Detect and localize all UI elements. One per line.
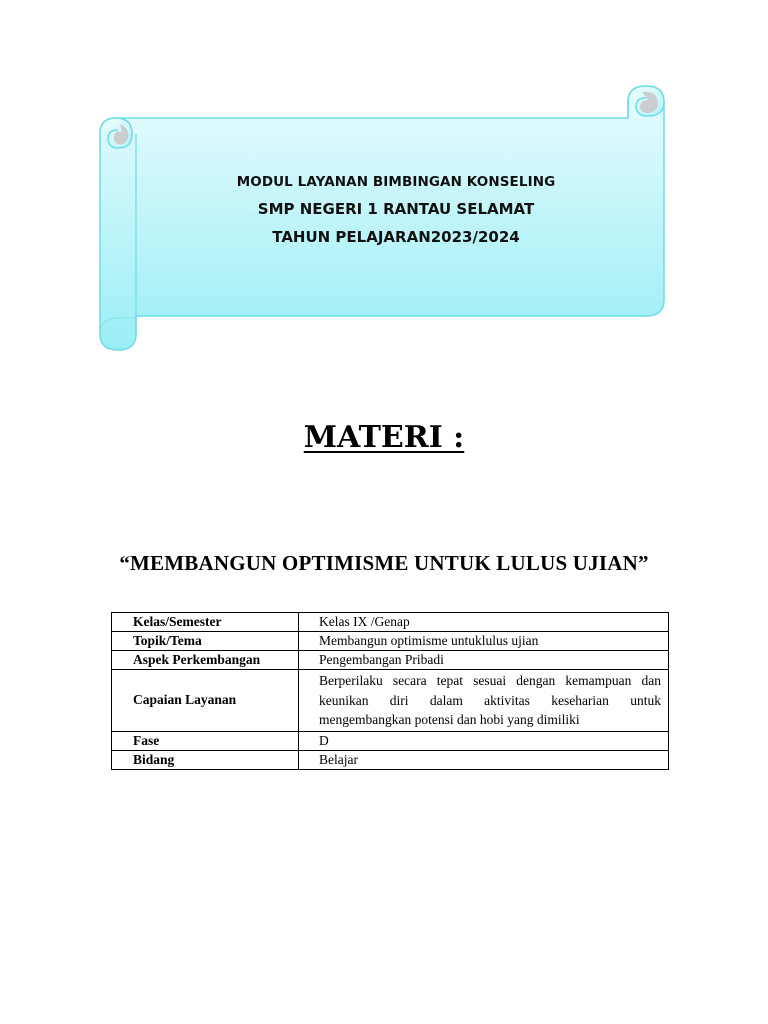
table-row — [112, 731, 669, 750]
row-value-aspek-perkembangan: Pengembangan Pribadi — [299, 651, 669, 670]
row-key-fase: Fase — [112, 731, 299, 750]
row-key-aspek-perkembangan: Aspek Perkembangan — [112, 651, 299, 670]
table-row — [112, 651, 669, 670]
banner-year-line: TAHUN PELAJARAN2023/2024 — [272, 228, 520, 246]
row-value-kelas-semester: Kelas IX /Genap — [299, 613, 669, 632]
banner-text-block — [132, 174, 660, 246]
row-value-bidang: Belajar — [299, 750, 669, 769]
banner-school-line: SMP NEGERI 1 RANTAU SELAMAT — [257, 200, 535, 218]
table-row — [112, 750, 669, 769]
materi-heading-wrap — [0, 420, 768, 455]
title-banner-scroll — [96, 82, 668, 354]
materi-heading: MATERI : — [303, 420, 465, 455]
row-key-bidang: Bidang — [112, 750, 299, 769]
row-key-capaian-layanan: Capaian Layanan — [112, 670, 299, 732]
table-row — [112, 670, 669, 732]
module-info-table — [111, 612, 669, 770]
row-value-fase: D — [299, 731, 669, 750]
table-row — [112, 632, 669, 651]
row-key-kelas-semester: Kelas/Semester — [112, 613, 299, 632]
row-value-capaian-layanan: Berperilaku secara tepat sesuai dengan kemampuan dan keunikan diri dalam aktivitas keseharian untuk mengembangkan potensi dan hobi yang dimiliki — [299, 670, 669, 732]
banner-title-line: MODUL LAYANAN BIMBINGAN KONSELING — [236, 174, 556, 190]
topic-subtitle: “MEMBANGUN OPTIMISME UNTUK LULUS UJIAN” — [119, 551, 649, 575]
table-row — [112, 613, 669, 632]
row-key-topik-tema: Topik/Tema — [112, 632, 299, 651]
row-value-topik-tema: Membangun optimisme untuklulus ujian — [299, 632, 669, 651]
